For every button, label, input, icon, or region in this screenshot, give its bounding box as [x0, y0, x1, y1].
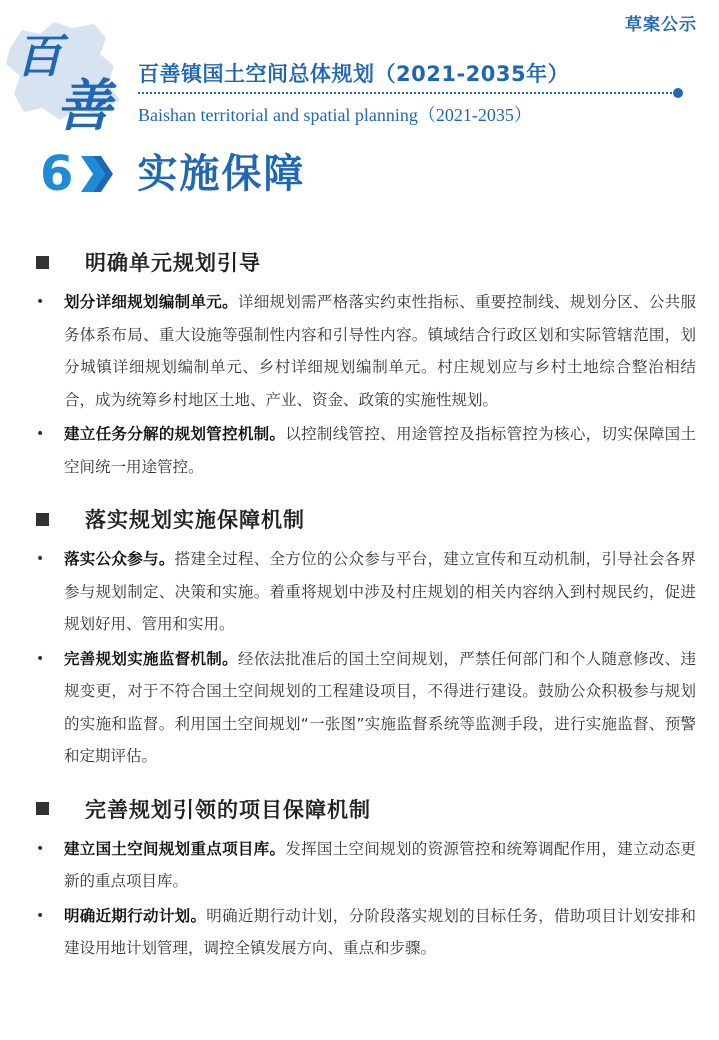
- square-bullet-icon: [36, 513, 49, 526]
- section: [36, 240, 696, 483]
- logo-char-shan: 善: [56, 73, 112, 139]
- item-lead: 建立任务分解的规划管控机制。: [64, 425, 286, 443]
- title-divider: [138, 92, 676, 94]
- section: [36, 497, 696, 773]
- item-lead: 完善规划实施监督机制。: [64, 649, 238, 668]
- section-title: 明确单元规划引导: [85, 251, 261, 275]
- item-body: 详细规划需严格落实约束性指标、重要控制线、规划分区、公共服务体系布局、重大设施等强制性内容和引导性内容。镇域结合行政区划和实际管辖范围，划分城镇详细规划编制单元、乡村详细规划编制单元。村庄规划应与乡村土地综合整治相结合，成为统筹乡村地区土地、产业、资金、政策的实施性规划。: [64, 293, 696, 409]
- double-chevron-icon: [79, 154, 115, 194]
- section-heading: [36, 240, 696, 284]
- section-heading: [36, 497, 696, 541]
- list-item: [36, 833, 696, 898]
- section-title: 完善规划引领的项目保障机制: [85, 797, 371, 822]
- list-item: [36, 418, 696, 483]
- item-lead: 落实公众参与。: [64, 550, 175, 568]
- doc-title-en: Baishan territorial and spatial planning（2021-2035）: [138, 105, 532, 125]
- bullet-dot-icon: •: [36, 426, 45, 442]
- bullet-dot-icon: •: [36, 294, 45, 310]
- item-lead: 建立国土空间规划重点项目库。: [64, 839, 286, 858]
- chapter-title: 实施保障: [137, 151, 306, 197]
- bullet-dot-icon: •: [36, 650, 45, 667]
- bullet-dot-icon: •: [36, 907, 45, 924]
- baishan-logo: [2, 18, 132, 139]
- chapter-heading: [40, 146, 306, 202]
- section-heading: [36, 787, 696, 831]
- square-bullet-icon: [36, 802, 49, 815]
- chapter-number: 6: [40, 146, 74, 202]
- list-item: [36, 643, 696, 773]
- item-body: 经依法批准后的国土空间规划，严禁任何部门和个人随意修改、违规变更，对于不符合国土空间规划的工程建设项目，不得进行建设。鼓励公众积极参与规划的实施和监督。利用国土空间规划“一张图”实施监督系统等监测手段，进行实施监督、预警和定期评估。: [64, 649, 696, 765]
- bullet-dot-icon: •: [36, 551, 45, 567]
- item-lead: 划分详细规划编制单元。: [64, 293, 238, 311]
- list-item: [36, 900, 696, 965]
- content-body: [36, 240, 696, 979]
- doc-title-cn: 百善镇国土空间总体规划（2021-2035年）: [138, 62, 570, 86]
- title-divider-dot: [673, 88, 683, 98]
- square-bullet-icon: [36, 256, 49, 269]
- item-body: 明确近期行动计划，分阶段落实规划的目标任务，借助项目计划安排和建设用地计划管理，调控全镇发展方向、重点和步骤。: [64, 906, 696, 957]
- bullet-dot-icon: •: [36, 840, 45, 857]
- section: [36, 787, 696, 965]
- item-body: 发挥国土空间规划的资源管控和统筹调配作用，建立动态更新的重点项目库。: [64, 839, 696, 890]
- draft-label: 草案公示: [625, 15, 697, 35]
- section-title: 落实规划实施保障机制: [85, 508, 305, 532]
- item-body: 搭建全过程、全方位的公众参与平台，建立宣传和互动机制，引导社会各界参与规划制定、决策和实施。着重将规划中涉及村庄规划的相关内容纳入到村规民约，促进规划好用、管用和实用。: [64, 550, 696, 633]
- logo-char-bai: 百: [16, 29, 62, 83]
- list-item: [36, 286, 696, 416]
- item-body: 以控制线管控、用途管控及指标管控为核心，切实保障国土空间统一用途管控。: [64, 425, 696, 476]
- item-lead: 明确近期行动计划。: [64, 906, 207, 925]
- list-item: [36, 543, 696, 641]
